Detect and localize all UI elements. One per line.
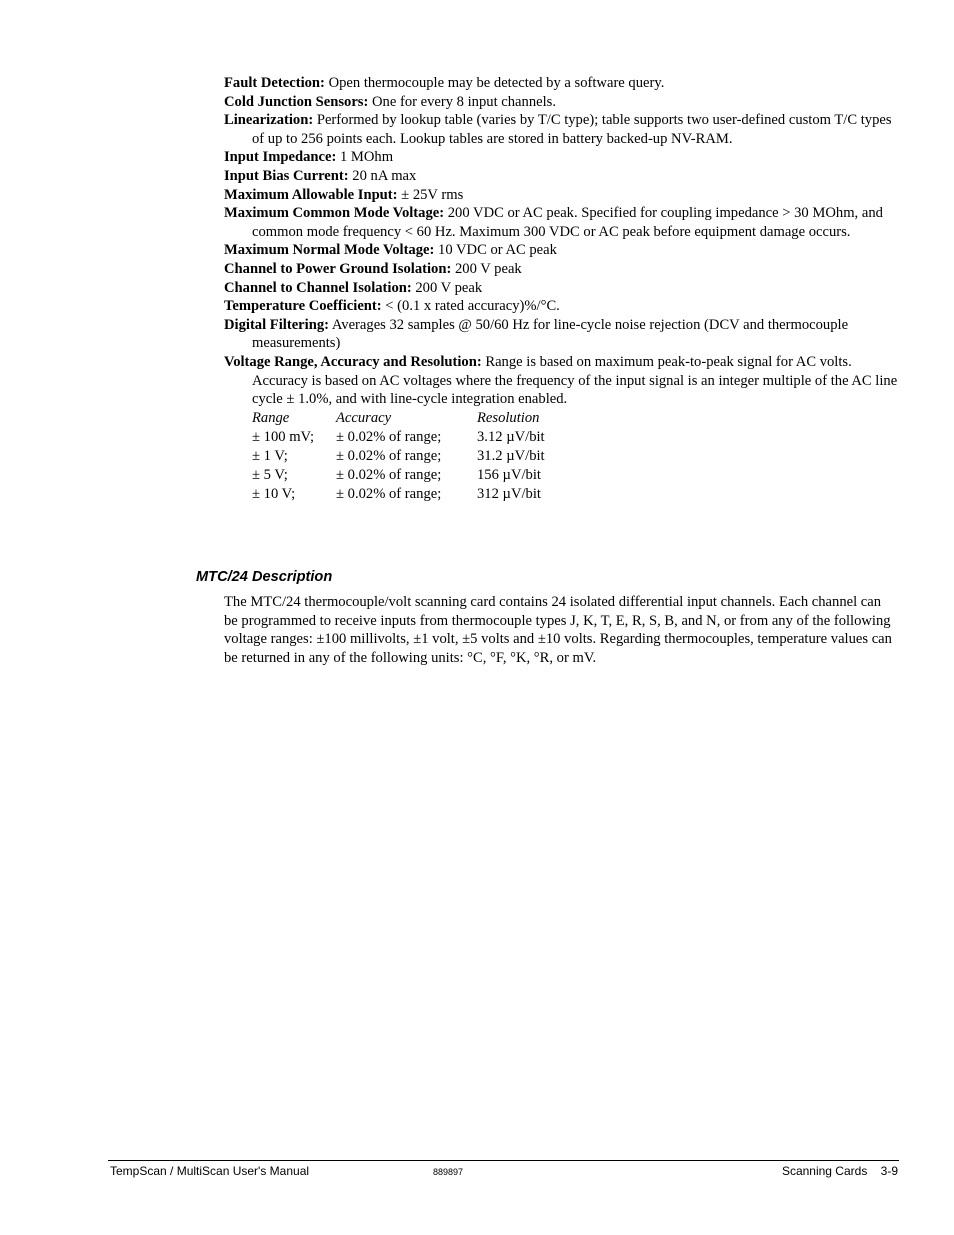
- spec-item: [224, 204, 904, 241]
- resolution-cell: 31.2 µV/bit: [477, 447, 545, 464]
- spec-label: Channel to Channel Isolation:: [224, 279, 412, 296]
- spec-text: ± 25V rms: [397, 186, 464, 203]
- spec-label: Digital Filtering:: [224, 316, 329, 333]
- spec-text: 1 MOhm: [336, 149, 394, 166]
- spec-list: [224, 74, 904, 504]
- table-row: [252, 466, 545, 485]
- accuracy-header: Accuracy: [336, 409, 392, 426]
- spec-text: 20 nA max: [348, 167, 417, 184]
- range-cell: ± 5 V;: [252, 466, 288, 483]
- spec-label: Maximum Normal Mode Voltage:: [224, 242, 435, 259]
- spec-text: One for every 8 input channels.: [368, 93, 556, 110]
- spec-text: 10 VDC or AC peak: [434, 242, 557, 259]
- spec-item: [224, 74, 904, 93]
- footer-doc-number: 889897: [433, 1167, 464, 1177]
- accuracy-cell: ± 0.02% of range;: [336, 428, 442, 445]
- resolution-cell: 3.12 µV/bit: [477, 428, 545, 445]
- spec-label: Linearization:: [224, 112, 314, 129]
- range-header: Range: [252, 409, 290, 426]
- range-cell: ± 1 V;: [252, 447, 288, 464]
- range-cell: ± 10 V;: [252, 485, 296, 502]
- resolution-cell: 156 µV/bit: [477, 466, 541, 483]
- resolution-cell: 312 µV/bit: [477, 485, 541, 502]
- footer-manual-title: TempScan / MultiScan User's Manual: [110, 1164, 310, 1178]
- spec-label: Channel to Power Ground Isolation:: [224, 260, 452, 277]
- range-cell: ± 100 mV;: [252, 428, 315, 445]
- spec-label: Input Impedance:: [224, 149, 337, 166]
- spec-label: Input Bias Current:: [224, 167, 349, 184]
- spec-item: [224, 260, 904, 279]
- spec-item: [224, 148, 904, 167]
- spec-label: Fault Detection:: [224, 75, 325, 91]
- spec-item: [224, 279, 904, 298]
- spec-text: < (0.1 x rated accuracy)%/°C.: [381, 298, 560, 315]
- spec-item: [224, 111, 904, 148]
- section-body: The MTC/24 thermocouple/volt scanning card contains 24 isolated differential input channels. Each channel can be programmed to receive inputs from thermocouple types J, K, T, E, R, S, B, and N, or from any of the following voltage ranges: ±100 millivolts, ±1 volt, ±5 volts and ±10 volts. Regarding thermocouples, temperature values can be returned in any of the following units: °C, °F, °K, °R, or mV.: [224, 594, 892, 666]
- accuracy-cell: ± 0.02% of range;: [336, 466, 442, 483]
- spec-text: 200 VDC or AC peak. Specified for coupling impedance > 30 MOhm, and common mode frequency < 60 Hz. Maximum 300 VDC or AC peak before equipment damage occurs.: [252, 205, 883, 240]
- spec-item: [224, 93, 904, 112]
- spec-item: [224, 353, 904, 409]
- spec-text: Performed by lookup table (varies by T/C type); table supports two user-defined custom T/C types of up to 256 points each. Lookup tables are stored in battery backed-up NV-RAM.: [252, 112, 892, 147]
- table-row: [252, 447, 545, 466]
- range-accuracy-table: [252, 409, 545, 504]
- accuracy-cell: ± 0.02% of range;: [336, 485, 442, 502]
- spec-item: [224, 186, 904, 205]
- footer-rule: [108, 1160, 899, 1161]
- table-row: [252, 428, 545, 447]
- spec-text: 200 V peak: [411, 279, 483, 296]
- table-header-row: [252, 409, 545, 428]
- spec-label: Voltage Range, Accuracy and Resolution:: [224, 353, 482, 370]
- spec-text: Open thermocouple may be detected by a software query.: [324, 75, 665, 91]
- spec-item: [224, 241, 904, 260]
- spec-label: Maximum Common Mode Voltage:: [224, 205, 445, 222]
- table-row: [252, 485, 545, 504]
- spec-text: Averages 32 samples @ 50/60 Hz for line-cycle noise rejection (DCV and thermocouple measurements): [252, 316, 849, 352]
- footer-page-ref: Scanning Cards 3-9: [781, 1164, 898, 1178]
- spec-item: [224, 167, 904, 186]
- section-heading: MTC/24 Description: [196, 569, 333, 585]
- spec-item: [224, 316, 904, 353]
- spec-text: Range is based on maximum peak-to-peak signal for AC volts. Accuracy is based on AC voltages where the frequency of the input signal is an integer multiple of the AC line cycle ± 1.0%, and with line-cycle integration enabled.: [252, 353, 898, 408]
- spec-text: 200 V peak: [451, 260, 522, 277]
- spec-label: Cold Junction Sensors:: [224, 93, 369, 110]
- spec-label: Temperature Coefficient:: [224, 298, 382, 315]
- accuracy-cell: ± 0.02% of range;: [336, 447, 442, 464]
- resolution-header: Resolution: [477, 409, 540, 426]
- spec-item: [224, 297, 904, 316]
- spec-label: Maximum Allowable Input:: [224, 186, 398, 203]
